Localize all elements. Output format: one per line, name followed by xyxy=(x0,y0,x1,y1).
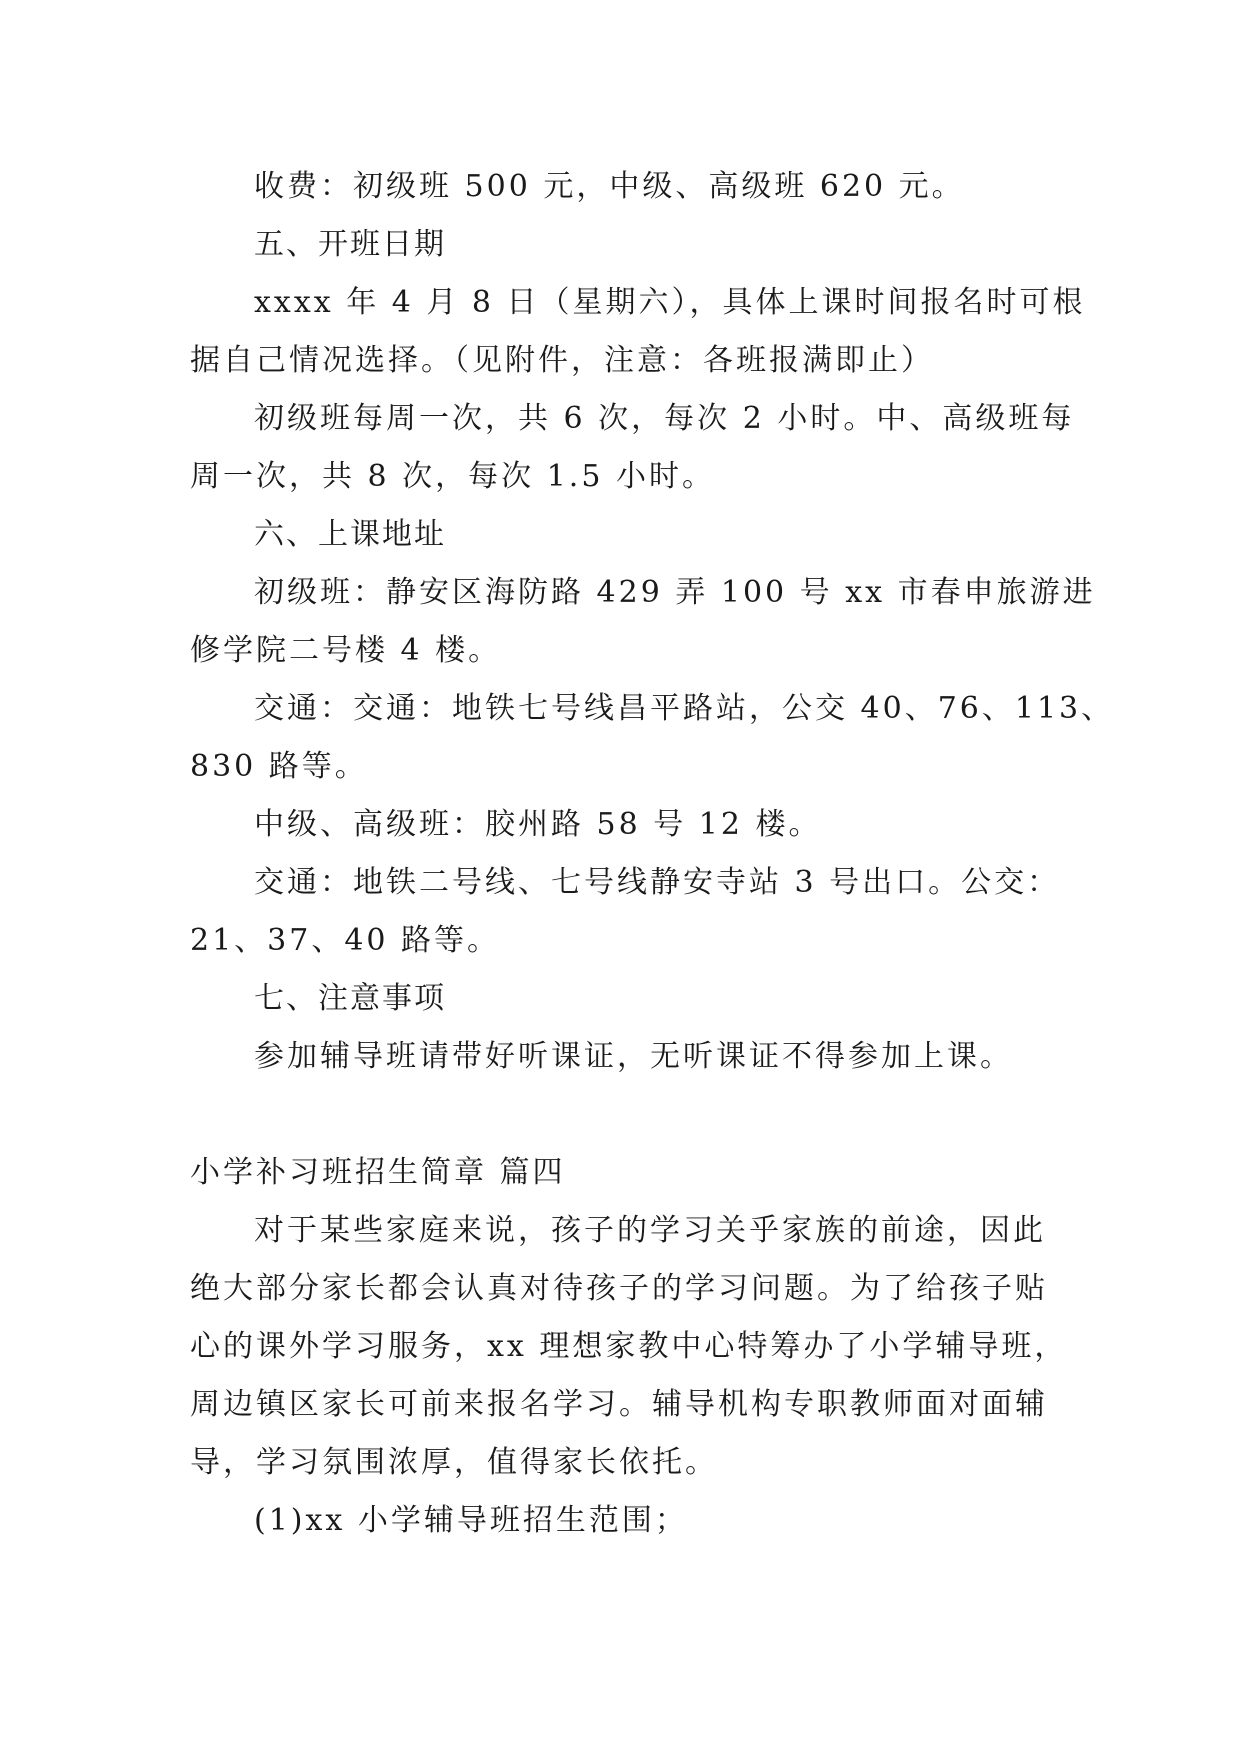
notes-line: 参加辅导班请带好听课证，无听课证不得参加上课。 xyxy=(254,1039,1013,1074)
beginner-transport-line-2: 830 路等。 xyxy=(190,749,368,784)
intro-line-1: 对于某些家庭来说，孩子的学习关乎家族的前途，因此 xyxy=(254,1213,1046,1248)
beginner-transport-line-1: 交通：交通：地铁七号线昌平路站，公交 40、76、113、 xyxy=(254,691,1115,726)
intro-line-2: 绝大部分家长都会认真对待孩子的学习问题。为了给孩子贴 xyxy=(190,1271,1048,1306)
heading-start-date: 五、开班日期 xyxy=(254,227,446,262)
heading-notes: 七、注意事项 xyxy=(254,981,446,1016)
fee-line: 收费：初级班 500 元，中级、高级班 620 元。 xyxy=(254,169,965,204)
intro-line-4: 周边镇区家长可前来报名学习。辅导机构专职教师面对面辅 xyxy=(190,1387,1048,1422)
section-gap xyxy=(190,1086,1070,1144)
start-date-line-2: 据自己情况选择。（见附件，注意：各班报满即止） xyxy=(190,343,934,378)
advanced-transport-line-2: 21、37、40 路等。 xyxy=(190,923,501,958)
part4-title: 小学补习班招生简章 篇四 xyxy=(190,1155,566,1190)
beginner-address-line-2: 修学院二号楼 4 楼。 xyxy=(190,633,502,668)
schedule-line-2: 周一次，共 8 次，每次 1.5 小时。 xyxy=(190,459,715,494)
advanced-transport-line-1: 交通：地铁二号线、七号线静安寺站 3 号出口。公交： xyxy=(254,865,1061,900)
schedule-line-1: 初级班每周一次，共 6 次，每次 2 小时。中、高级班每 xyxy=(254,401,1075,436)
beginner-address-line-1: 初级班：静安区海防路 429 弄 100 号 xx 市春申旅游进 xyxy=(254,575,1096,610)
heading-address: 六、上课地址 xyxy=(254,517,446,552)
intro-line-3: 心的课外学习服务，xx 理想家教中心特筹办了小学辅导班， xyxy=(190,1329,1068,1364)
item-1-line: (1)xx 小学辅导班招生范围； xyxy=(254,1503,688,1538)
start-date-line-1: xxxx 年 4 月 8 日（星期六），具体上课时间报名时可根 xyxy=(254,285,1086,320)
document-body xyxy=(190,158,1115,1550)
advanced-address-line: 中级、高级班：胶州路 58 号 12 楼。 xyxy=(254,807,822,842)
intro-line-5: 导，学习氛围浓厚，值得家长依托。 xyxy=(190,1445,718,1480)
